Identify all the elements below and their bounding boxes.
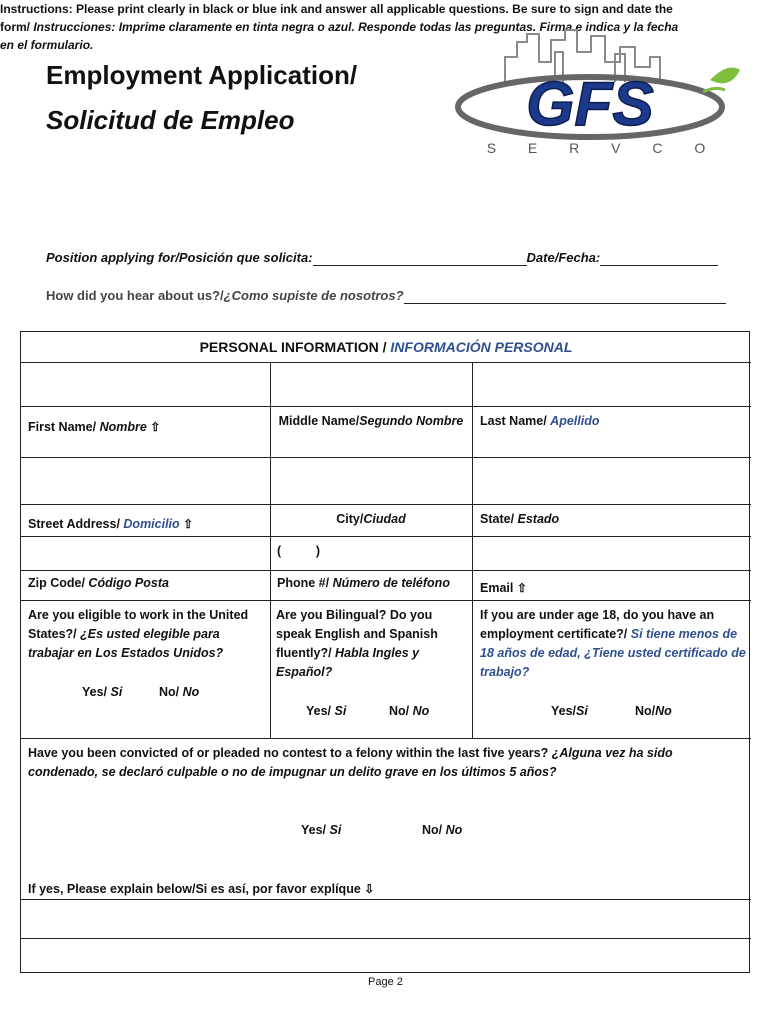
state-input[interactable]	[473, 458, 750, 504]
middle-name-label: Middle Name/Segundo Nombre	[278, 414, 464, 428]
middle-name-input[interactable]	[271, 363, 471, 406]
section-title: PERSONAL INFORMATION / INFORMACIÓN PERSONAL	[199, 339, 573, 355]
last-name-input[interactable]	[473, 363, 750, 406]
first-name-input[interactable]	[22, 363, 269, 406]
email-input[interactable]	[473, 537, 750, 570]
hear-input[interactable]	[404, 288, 726, 304]
position-input[interactable]	[313, 250, 527, 266]
arrow-up-icon: ⇧	[150, 420, 161, 434]
instructions-english: Instructions: Please print clearly in black or blue ink and answer all applicable questions. Be sure to sign and date the form/	[0, 2, 673, 34]
city-input[interactable]	[271, 458, 471, 504]
date-input[interactable]	[600, 250, 718, 266]
eligible-yes-option[interactable]: Yes/ Si	[82, 685, 123, 699]
logo-text: GFS	[526, 70, 654, 139]
page-number: Page 2	[368, 976, 403, 988]
arrow-up-icon: ⇧	[183, 517, 194, 531]
email-label: Email ⇧	[480, 581, 527, 595]
felony-yes-option[interactable]: Yes/ Si	[301, 823, 342, 837]
date-label: Date/Fecha:	[526, 250, 601, 265]
arrow-down-icon: ⇩	[364, 882, 375, 896]
zip-input[interactable]	[22, 537, 269, 570]
logo-subtitle: S E R V C O	[486, 140, 720, 156]
position-row	[46, 250, 718, 266]
position-label: Position applying for/Posición que solicita:	[46, 250, 313, 265]
title-english: Employment Application/	[46, 60, 358, 90]
under18-question: If you are under age 18, do you have an employment certificate?/ Si tiene menos de 18 años de edad, ¿Tiene usted certificado de trabajo?	[480, 608, 746, 679]
hear-label-spanish: ¿Como supiste de nosotros?	[223, 288, 404, 303]
gfs-logo	[455, 22, 745, 162]
under18-no-option[interactable]: No/No	[635, 704, 672, 718]
explain-label: If yes, Please explain below/Si es así, por favor explíque ⇩	[28, 882, 375, 896]
bilingual-question: Are you Bilingual? Do you speak English and Spanish fluently?/ Habla Ingles y Español?	[276, 608, 438, 679]
hear-label-english: How did you hear about us?/	[46, 288, 224, 303]
explain-input-line-1[interactable]	[22, 900, 750, 938]
personal-info-form	[20, 331, 750, 973]
hear-row	[46, 288, 726, 304]
phone-input[interactable]: ( )	[277, 544, 321, 558]
under18-yes-option[interactable]: Yes/Si	[551, 704, 588, 718]
street-input[interactable]	[22, 458, 269, 504]
felony-no-option[interactable]: No/ No	[422, 823, 463, 837]
bilingual-no-option[interactable]: No/ No	[389, 704, 430, 718]
eligible-no-option[interactable]: No/ No	[159, 685, 200, 699]
instructions-spanish: Instrucciones: Imprime claramente en tinta negra o azul. Responde todas las preguntas. Firma e indica y la fecha en el formulario.	[0, 20, 679, 52]
zip-label: Zip Code/ Código Posta	[28, 576, 169, 590]
first-name-label: First Name/ Nombre ⇧	[28, 420, 161, 434]
felony-question: Have you been convicted of or pleaded no contest to a felony within the last five years? ¿Alguna vez ha sido condenado, se declaró culpable o no de impugnar un delito grave en los últimos 5 años?	[28, 746, 673, 779]
explain-input-line-2[interactable]	[22, 939, 750, 973]
city-label: City/Ciudad	[336, 512, 406, 526]
state-label: State/ Estado	[480, 512, 560, 526]
phone-label: Phone #/ Número de teléfono	[277, 576, 450, 590]
last-name-label: Last Name/ Apellido	[480, 414, 600, 428]
arrow-up-icon: ⇧	[516, 581, 527, 595]
bilingual-yes-option[interactable]: Yes/ Si	[306, 704, 347, 718]
eligible-question: Are you eligible to work in the United States?/ ¿Es usted elegible para trabajar en Los Estados Unidos?	[28, 608, 249, 660]
title-spanish: Solicitud de Empleo	[46, 105, 295, 135]
street-label: Street Address/ Domicilio ⇧	[28, 517, 194, 531]
